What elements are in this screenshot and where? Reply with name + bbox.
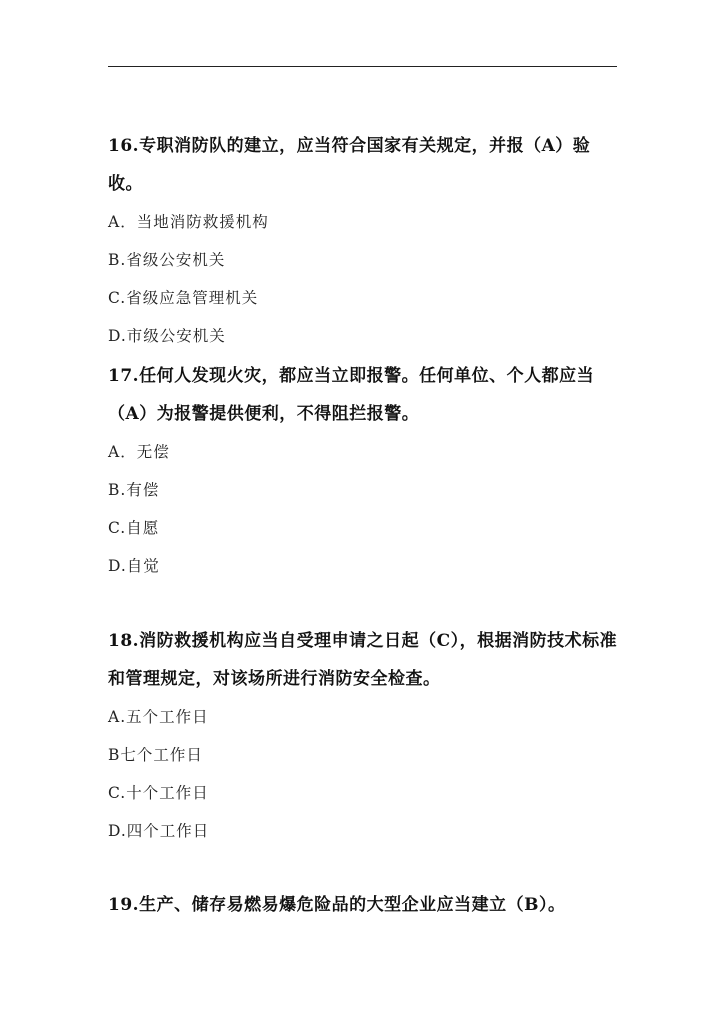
option-c: C.省级应急管理机关 (108, 289, 259, 307)
option-b: B.省级公安机关 (108, 251, 226, 269)
option-a: A.五个工作日 (108, 708, 209, 726)
option-a: A．无偿 (108, 443, 170, 461)
question-19 (108, 886, 620, 924)
option-a: A．当地消防救援机构 (108, 213, 269, 231)
question-16 (108, 127, 620, 355)
option-b: B.有偿 (108, 481, 160, 499)
option-c: C.自愿 (108, 519, 160, 537)
option-d: D.市级公安机关 (108, 327, 226, 345)
header-rule (108, 66, 617, 67)
question-text: 18.消防救援机构应当自受理申请之日起（C），根据消防技术标准和管理规定，对该场所进行消防安全检查。 (108, 631, 618, 689)
option-d: D.自觉 (108, 557, 160, 575)
question-18 (108, 622, 620, 850)
option-c: C.十个工作日 (108, 784, 209, 802)
question-text: 17.任何人发现火灾，都应当立即报警。任何单位、个人都应当（A）为报警提供便利，不得阻拦报警。 (108, 366, 595, 424)
option-b: B七个工作日 (108, 746, 203, 764)
question-17 (108, 357, 620, 585)
option-d: D.四个工作日 (108, 822, 210, 840)
question-text: 16.专职消防队的建立，应当符合国家有关规定，并报（A）验收。 (108, 136, 591, 194)
question-text: 19.生产、储存易燃易爆危险品的大型企业应当建立（B）。 (108, 895, 566, 915)
